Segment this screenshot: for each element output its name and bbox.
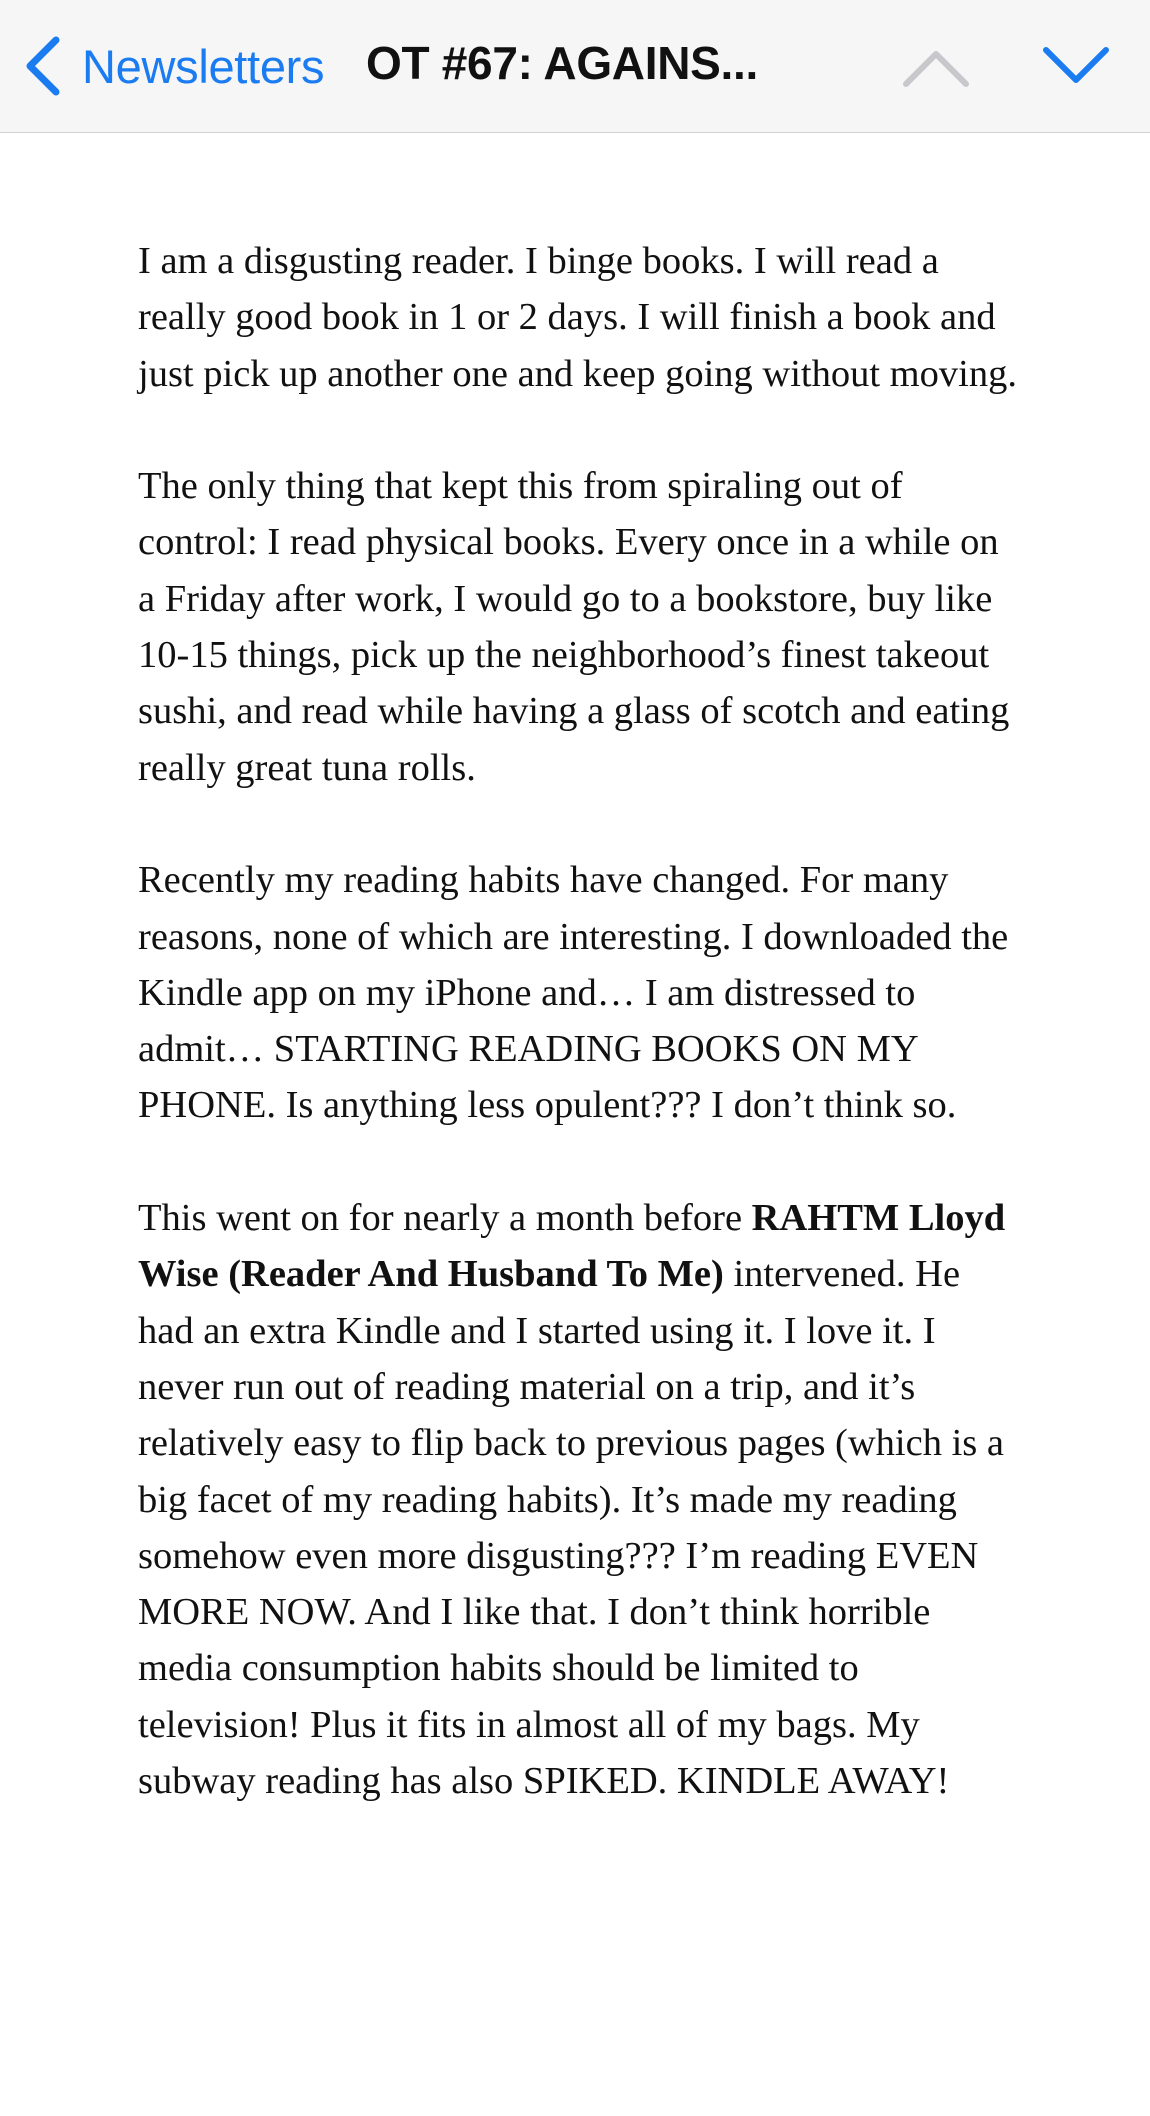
- paragraph-4-bold-name: RAHTM Lloyd Wise (Reader And Husband To Me): [138, 1197, 1006, 1296]
- next-message-button[interactable]: [1040, 40, 1112, 92]
- chevron-up-icon: [900, 79, 972, 96]
- chevron-down-icon: [1040, 79, 1112, 96]
- previous-message-button[interactable]: [900, 40, 972, 92]
- paragraph-2: The only thing that kept this from spiraling out of control: I read physical books. Every once in a while on a Friday after work, I would go to a bookstore, buy like 10-15 things, pick up the neighborhood’s finest takeout sushi, and read while having a glass of scotch and eating really great tuna rolls.: [138, 465, 1010, 789]
- chevron-left-icon: [22, 34, 64, 98]
- paragraph-4-intro: This went on for nearly a month before: [138, 1197, 752, 1240]
- paragraph-1: I am a disgusting reader. I binge books. I will read a really good book in 1 or 2 days. I will finish a book and just pick up another one and keep going without moving.: [138, 240, 1017, 395]
- message-title: OT #67: AGAINS...: [366, 37, 758, 89]
- paragraph-4: [138, 1190, 1018, 1809]
- back-button[interactable]: [22, 30, 324, 102]
- back-button-label: Newsletters: [82, 39, 325, 93]
- paragraph-4-rest: intervened. He had an extra Kindle and I started using it. I love it. I never run out of reading material on a trip, and it’s relatively easy to flip back to previous pages (which is a big facet of my reading habits). It’s made my reading somehow even more disgusting??? I’m reading EVEN MORE NOW. And I like that. I don’t think horrible media consumption habits should be limited to television! Plus it fits in almost all of my bags. My subway reading has also SPIKED. KINDLE AWAY!: [138, 1253, 1004, 1803]
- email-body: [138, 233, 1018, 1866]
- paragraph-3: Recently my reading habits have changed. For many reasons, none of which are interesting. I downloaded the Kindle app on my iPhone and… I am distressed to admit… STARTING READING BOOKS ON MY PHONE. Is anything less opulent??? I don’t think so.: [138, 859, 1009, 1127]
- navigation-bar: [0, 0, 1150, 133]
